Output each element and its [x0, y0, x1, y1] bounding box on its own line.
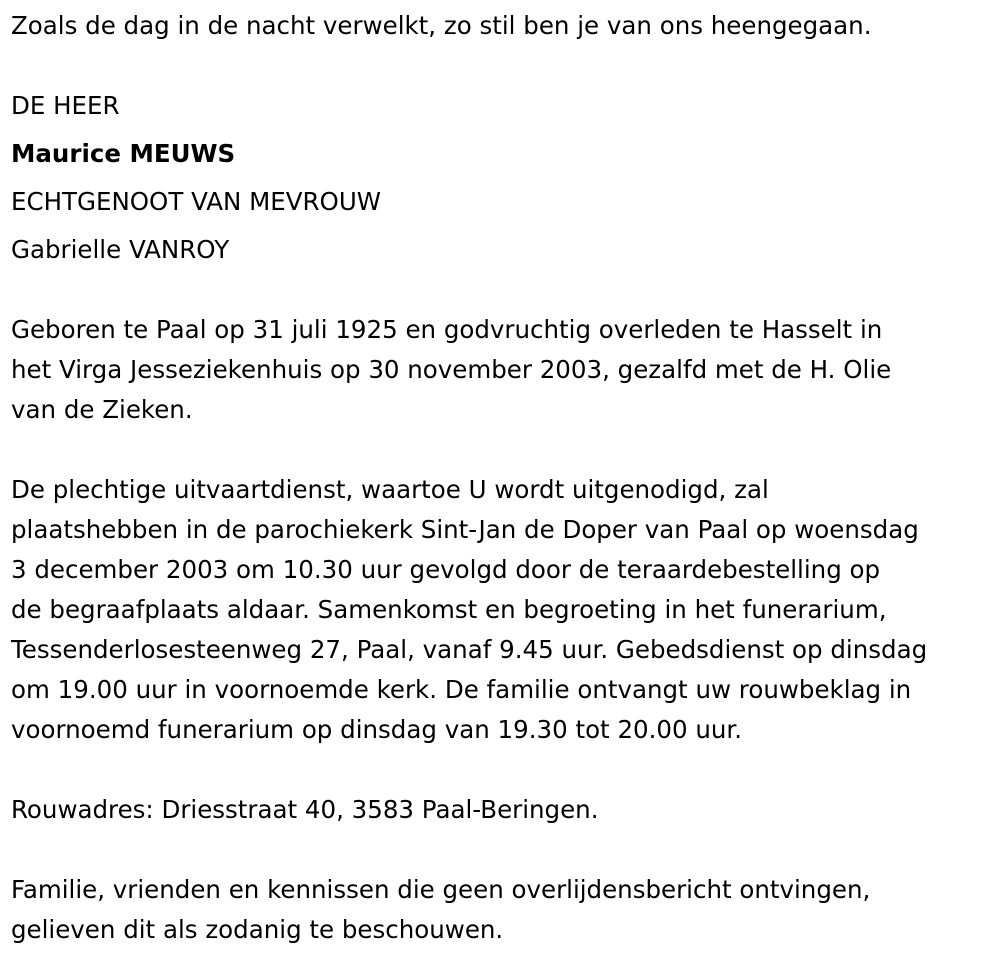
- deceased-block: [11, 86, 1000, 270]
- paragraph-line: gelieven dit als zodanig te beschouwen.: [11, 915, 504, 944]
- paragraph-line: van de Zieken.: [11, 395, 193, 424]
- spacer: [11, 750, 1000, 790]
- closing-paragraph: [11, 870, 1000, 950]
- deceased-title: DE HEER: [11, 91, 120, 120]
- paragraph-line: Tessenderlosesteenweg 27, Paal, vanaf 9.45 uur. Gebedsdienst op dinsdag: [11, 635, 928, 664]
- paragraph-line: plaatshebben in de parochiekerk Sint-Jan de Doper van Paal op woensdag: [11, 515, 919, 544]
- paragraph-line: Familie, vrienden en kennissen die geen overlijdensbericht ontvingen,: [11, 875, 871, 904]
- opening-line: Zoals de dag in de nacht verwelkt, zo stil ben je van ons heengegaan.: [11, 11, 872, 40]
- spacer: [11, 830, 1000, 870]
- deceased-name: Maurice MEUWS: [11, 139, 236, 168]
- spouse-name: Gabrielle VANROY: [11, 235, 230, 264]
- spacer: [11, 46, 1000, 86]
- paragraph-line: De plechtige uitvaartdienst, waartoe U wordt uitgenodigd, zal: [11, 475, 769, 504]
- mourning-address: Rouwadres: Driesstraat 40, 3583 Paal-Beringen.: [11, 795, 599, 824]
- funeral-paragraph: [11, 470, 1000, 750]
- paragraph-line: de begraafplaats aldaar. Samenkomst en begroeting in het funerarium,: [11, 595, 887, 624]
- spacer: [11, 430, 1000, 470]
- birth-death-paragraph: [11, 310, 1000, 430]
- paragraph-line: het Virga Jesseziekenhuis op 30 november 2003, gezalfd met de H. Olie: [11, 355, 892, 384]
- paragraph-line: Geboren te Paal op 31 juli 1925 en godvruchtig overleden te Hasselt in: [11, 315, 883, 344]
- paragraph-line: om 19.00 uur in voornoemde kerk. De familie ontvangt uw rouwbeklag in: [11, 675, 912, 704]
- deceased-relation: ECHTGENOOT VAN MEVROUW: [11, 187, 382, 216]
- spacer: [11, 270, 1000, 310]
- paragraph-line: 3 december 2003 om 10.30 uur gevolgd door de teraardebestelling op: [11, 555, 881, 584]
- paragraph-line: voornoemd funerarium op dinsdag van 19.30 tot 20.00 uur.: [11, 715, 743, 744]
